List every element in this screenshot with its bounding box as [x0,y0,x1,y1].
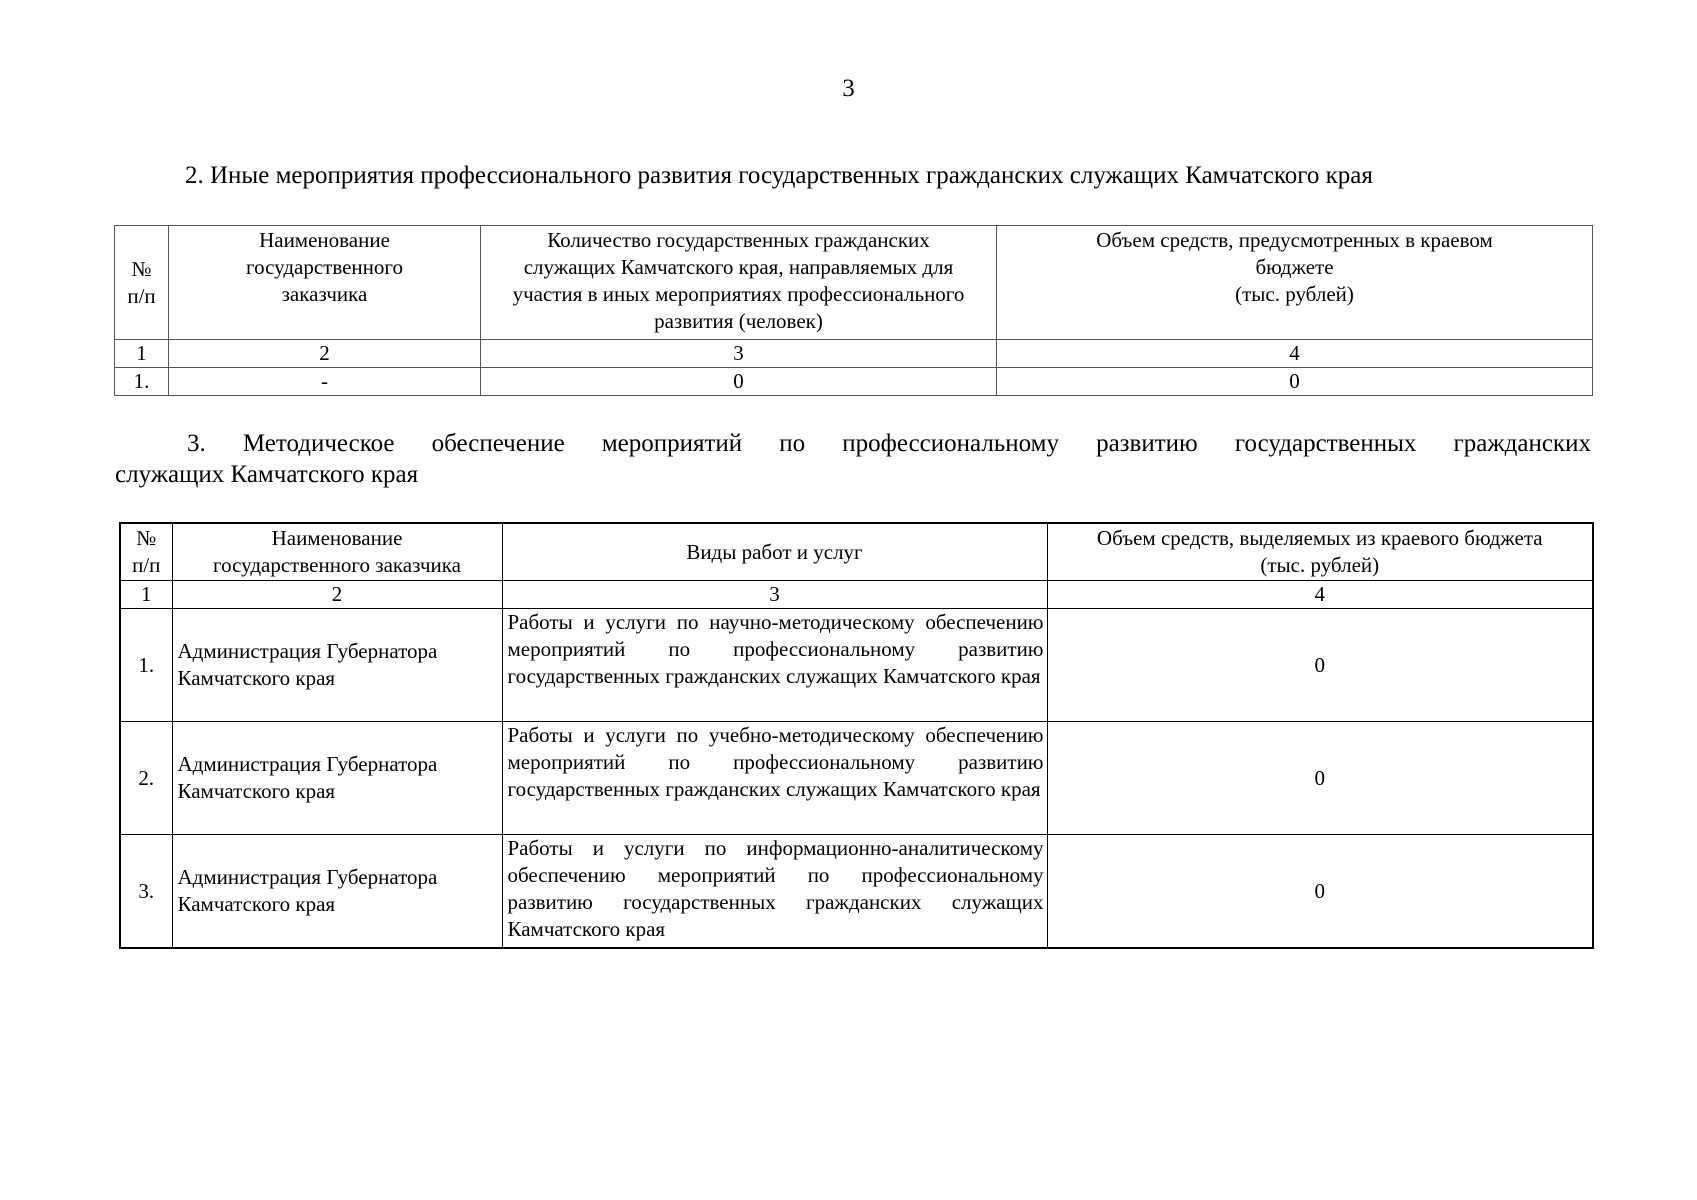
row-number: 1. [115,368,169,396]
column-index: 2 [172,581,502,609]
customer-name: - [169,368,481,396]
budget-volume: 0 [997,368,1593,396]
column-index-row [120,581,1593,609]
column-index: 3 [502,581,1047,609]
budget-volume: 0 [1047,722,1593,835]
other-events-table [114,225,1593,396]
row-number: 2. [120,722,172,835]
work-description: Работы и услуги по научно-методическому обеспечению мероприятий по профессиональному развитию государственных гражданских служащих Камчатского края [502,609,1047,722]
heading-word: 3. [187,430,206,457]
column-index-row [115,340,1593,368]
table-header-row [120,523,1593,581]
heading-word: мероприятий [601,430,743,457]
heading-word: профессиональному [842,430,1059,457]
column-index: 3 [481,340,997,368]
column-index: 4 [997,340,1593,368]
section-3-heading-line-2: служащих Камчатского края [115,461,419,488]
column-index: 4 [1047,581,1593,609]
column-index: 1 [115,340,169,368]
header-number: № п/п [115,226,169,340]
table-header-row [115,226,1593,340]
table-row [120,609,1593,722]
section-3-heading [115,428,1591,490]
row-number: 3. [120,835,172,949]
heading-word: гражданских [1453,430,1591,457]
table-row [115,368,1593,396]
methodological-support-table [119,522,1594,949]
work-description: Работы и услуги по учебно-методическому обеспечению мероприятий по профессиональному развитию государственных гражданских служащих Камчатского края [502,722,1047,835]
row-number: 1. [120,609,172,722]
heading-word: по [779,430,806,457]
heading-word: обеспечение [431,430,565,457]
work-description: Работы и услуги по информационно-аналитическому обеспечению мероприятий по профессиональному развитию государственных гражданских служащих Камчатского края [502,835,1047,949]
header-employee-count: Количество государственных гражданских служащих Камчатского края, направляемых для участия в иных мероприятиях профессионального развития (человек) [481,226,997,340]
header-budget-volume: Объем средств, выделяемых из краевого бюджета (тыс. рублей) [1047,523,1593,581]
customer-name: Администрация Губернатора Камчатского края [172,609,502,722]
budget-volume: 0 [1047,835,1593,949]
header-work-types: Виды работ и услуг [502,523,1047,581]
column-index: 2 [169,340,481,368]
heading-word: развитию [1096,430,1198,457]
employee-count: 0 [481,368,997,396]
section-3-heading-line-1 [115,428,1591,459]
page-number: 3 [842,75,855,102]
header-customer-name: Наименование государственного заказчика [169,226,481,340]
column-index: 1 [120,581,172,609]
heading-word: государственных [1234,430,1417,457]
section-2-heading: 2. Иные мероприятия профессионального развития государственных гражданских служащих Камчатского края [185,162,1373,189]
table-row [120,835,1593,949]
budget-volume: 0 [1047,609,1593,722]
header-number: № п/п [120,523,172,581]
heading-word: Методическое [242,430,395,457]
header-budget-volume: Объем средств, предусмотренных в краевом бюджете (тыс. рублей) [997,226,1593,340]
header-customer-name: Наименование государственного заказчика [172,523,502,581]
customer-name: Администрация Губернатора Камчатского края [172,835,502,949]
table-row [120,722,1593,835]
customer-name: Администрация Губернатора Камчатского края [172,722,502,835]
